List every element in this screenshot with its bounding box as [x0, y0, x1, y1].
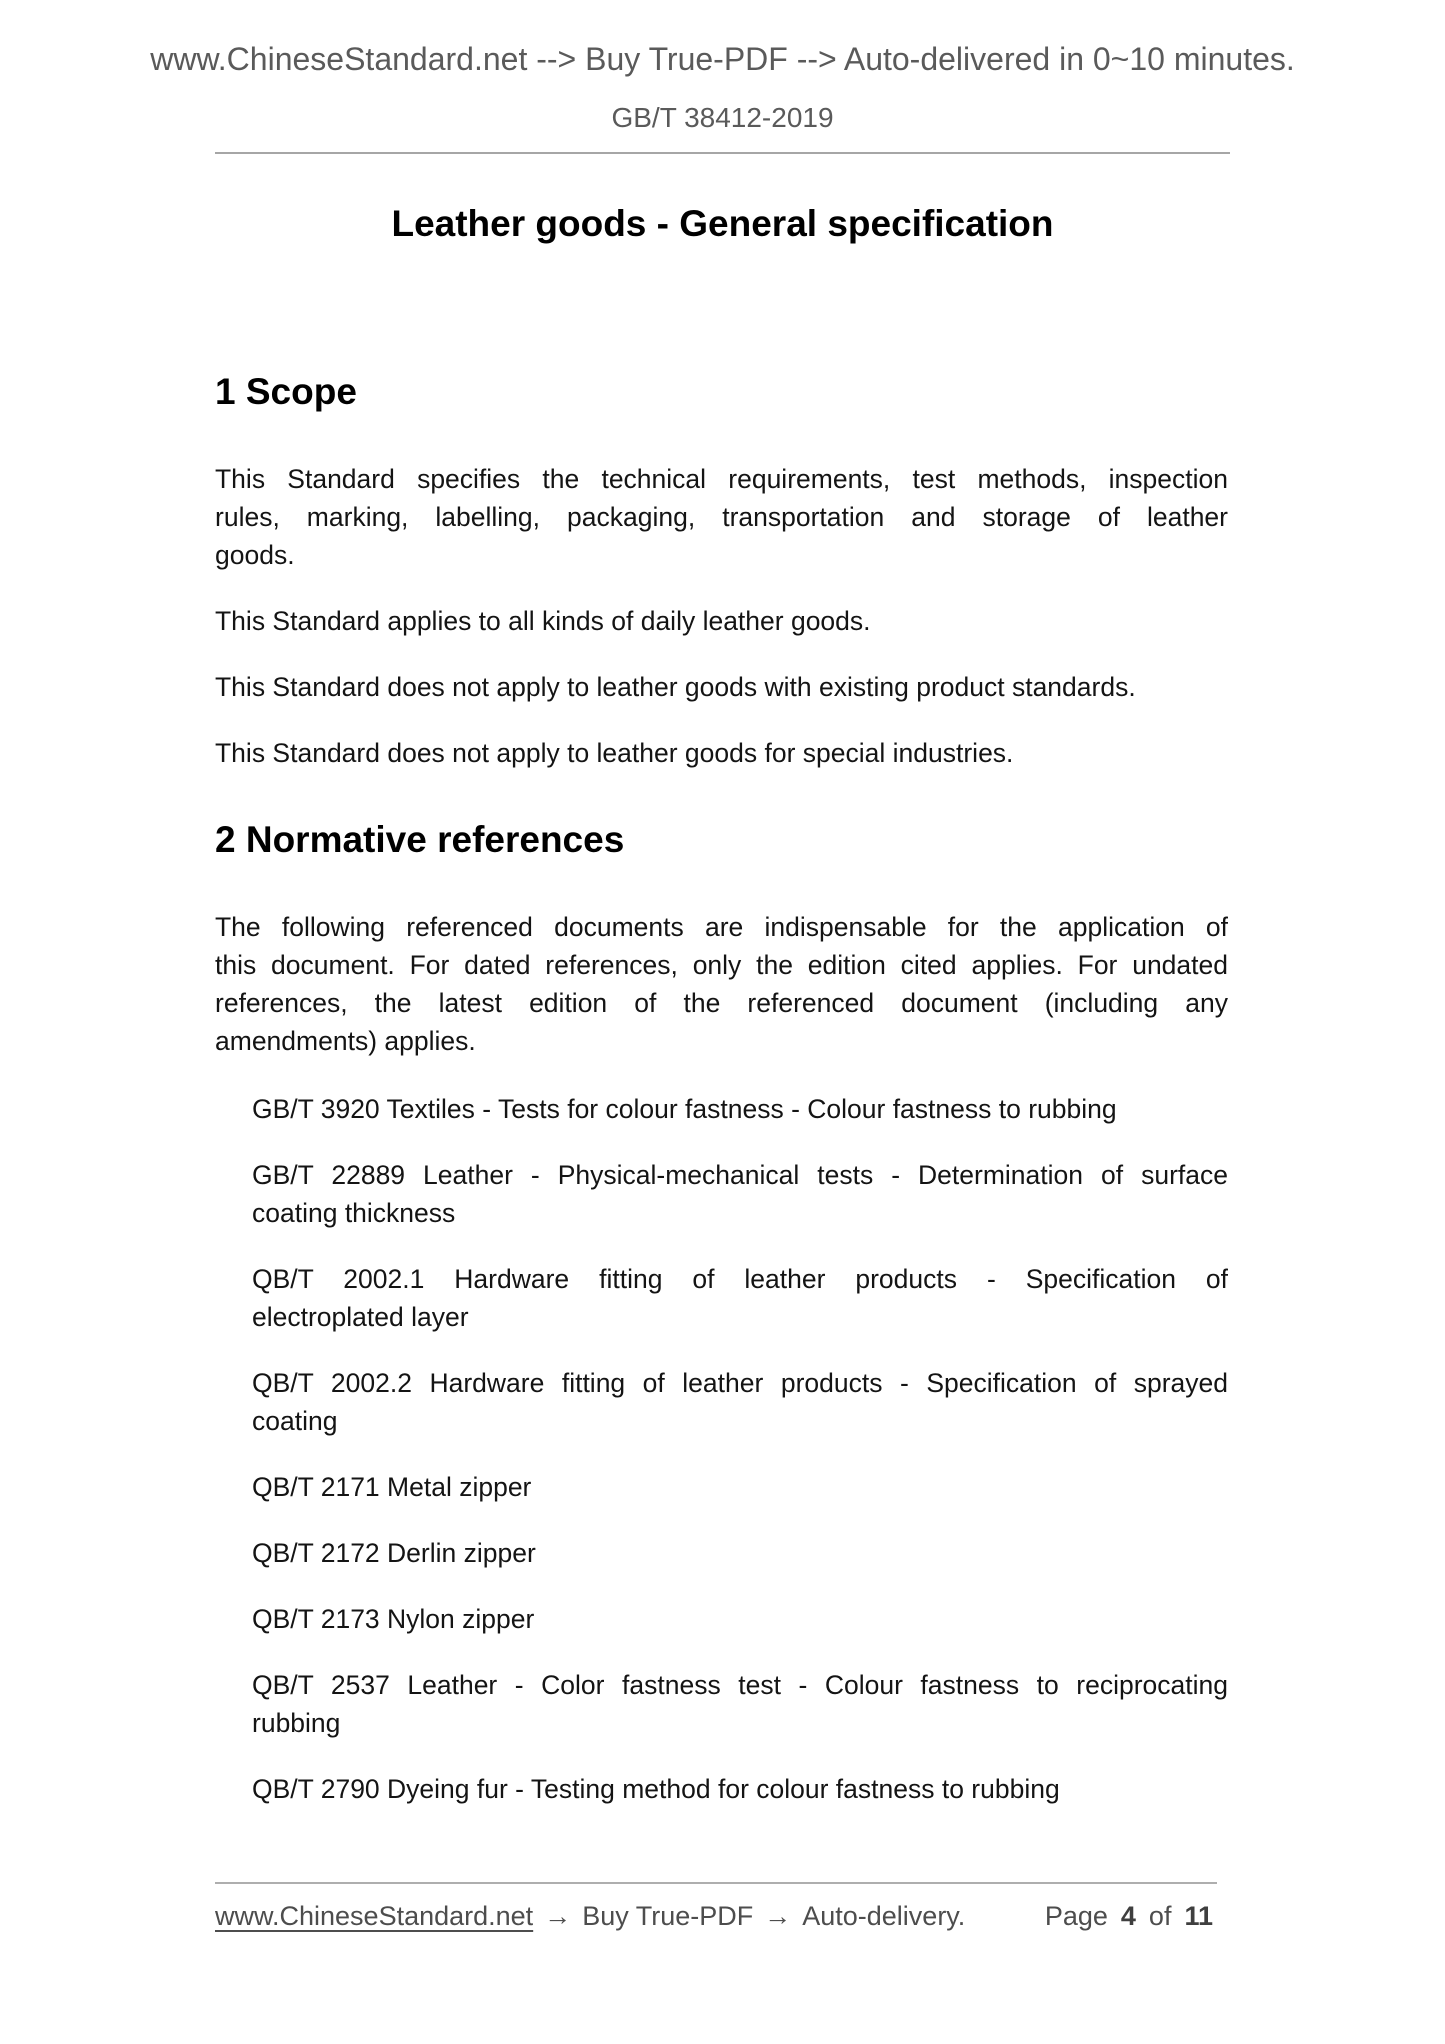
- page-label: Page: [1044, 1901, 1108, 1931]
- reference-item: [215, 1534, 1228, 1572]
- reference-line: QB/T 2002.2 Hardware fitting of leather products - Specification of sprayed: [252, 1368, 1228, 1398]
- reference-item: [215, 1770, 1228, 1808]
- reference-item: [215, 1090, 1228, 1128]
- paragraph-line: goods.: [215, 540, 295, 570]
- reference-line: QB/T 2790 Dyeing fur - Testing method for colour fastness to rubbing: [252, 1774, 1060, 1804]
- reference-line: coating thickness: [252, 1198, 456, 1228]
- paragraph-line: amendments) applies.: [215, 1026, 476, 1056]
- reference-list: [215, 1090, 1228, 1808]
- doc-number: GB/T 38412-2019: [611, 102, 834, 133]
- footer-divider: [215, 1882, 1217, 1884]
- reference-line: rubbing: [252, 1708, 341, 1738]
- paragraph-line: This Standard applies to all kinds of daily leather goods.: [215, 606, 871, 636]
- reference-line: QB/T 2002.1 Hardware fitting of leather products - Specification of: [252, 1264, 1228, 1294]
- reference-item: [215, 1468, 1228, 1506]
- reference-line: QB/T 2537 Leather - Color fastness test - Colour fastness to reciprocating: [252, 1670, 1228, 1700]
- doc-body: [215, 369, 1228, 1808]
- reference-item: [215, 1156, 1228, 1232]
- reference-line: GB/T 22889 Leather - Physical-mechanical tests - Determination of surface: [252, 1160, 1228, 1190]
- reference-line: coating: [252, 1406, 338, 1436]
- doc-title: Leather goods - General specification: [391, 203, 1054, 244]
- right-arrow-icon: →: [544, 1901, 572, 1931]
- reference-line: QB/T 2172 Derlin zipper: [252, 1538, 536, 1568]
- reference-line: QB/T 2173 Nylon zipper: [252, 1604, 535, 1634]
- reference-item: [215, 1364, 1228, 1440]
- header-divider: [215, 152, 1230, 154]
- page-total: 11: [1184, 1901, 1213, 1931]
- paragraph: [215, 668, 1228, 706]
- reference-line: GB/T 3920 Textiles - Tests for colour fastness - Colour fastness to rubbing: [252, 1094, 1117, 1124]
- paragraph-line: this document. For dated references, only the edition cited applies. For undated: [215, 950, 1228, 980]
- paragraph: [215, 908, 1228, 1060]
- reference-line: electroplated layer: [252, 1302, 469, 1332]
- right-arrow-icon: →: [764, 1901, 792, 1931]
- paragraph-line: This Standard specifies the technical requirements, test methods, inspection: [215, 464, 1228, 494]
- section-heading: 2 Normative references: [215, 819, 625, 860]
- paragraph-line: This Standard does not apply to leather goods with existing product standards.: [215, 672, 1136, 702]
- page-of-label: of: [1148, 1901, 1172, 1931]
- header-note: www.ChineseStandard.net --> Buy True-PDF --> Auto-delivered in 0~10 minutes.: [150, 41, 1295, 77]
- paragraph: [215, 460, 1228, 574]
- page-current: 4: [1120, 1901, 1136, 1931]
- footer-left: [215, 1897, 965, 1935]
- paragraph-line: rules, marking, labelling, packaging, transportation and storage of leather: [215, 502, 1228, 532]
- paragraph: [215, 734, 1228, 772]
- footer-site-link[interactable]: www.ChineseStandard.net: [215, 1901, 534, 1931]
- paragraph-line: This Standard does not apply to leather goods for special industries.: [215, 738, 1014, 768]
- paragraph-line: references, the latest edition of the referenced document (including any: [215, 988, 1228, 1018]
- reference-item: [215, 1666, 1228, 1742]
- page-indicator: [1045, 1897, 1213, 1935]
- reference-item: [215, 1600, 1228, 1638]
- footer: [215, 1897, 1213, 1935]
- reference-line: QB/T 2171 Metal zipper: [252, 1472, 532, 1502]
- section-heading: 1 Scope: [215, 371, 357, 412]
- paragraph-line: The following referenced documents are indispensable for the application of: [215, 912, 1228, 942]
- footer-delivery-text: Auto-delivery.: [802, 1901, 966, 1931]
- footer-buy-text: Buy True-PDF: [582, 1901, 754, 1931]
- reference-item: [215, 1260, 1228, 1336]
- paragraph: [215, 602, 1228, 640]
